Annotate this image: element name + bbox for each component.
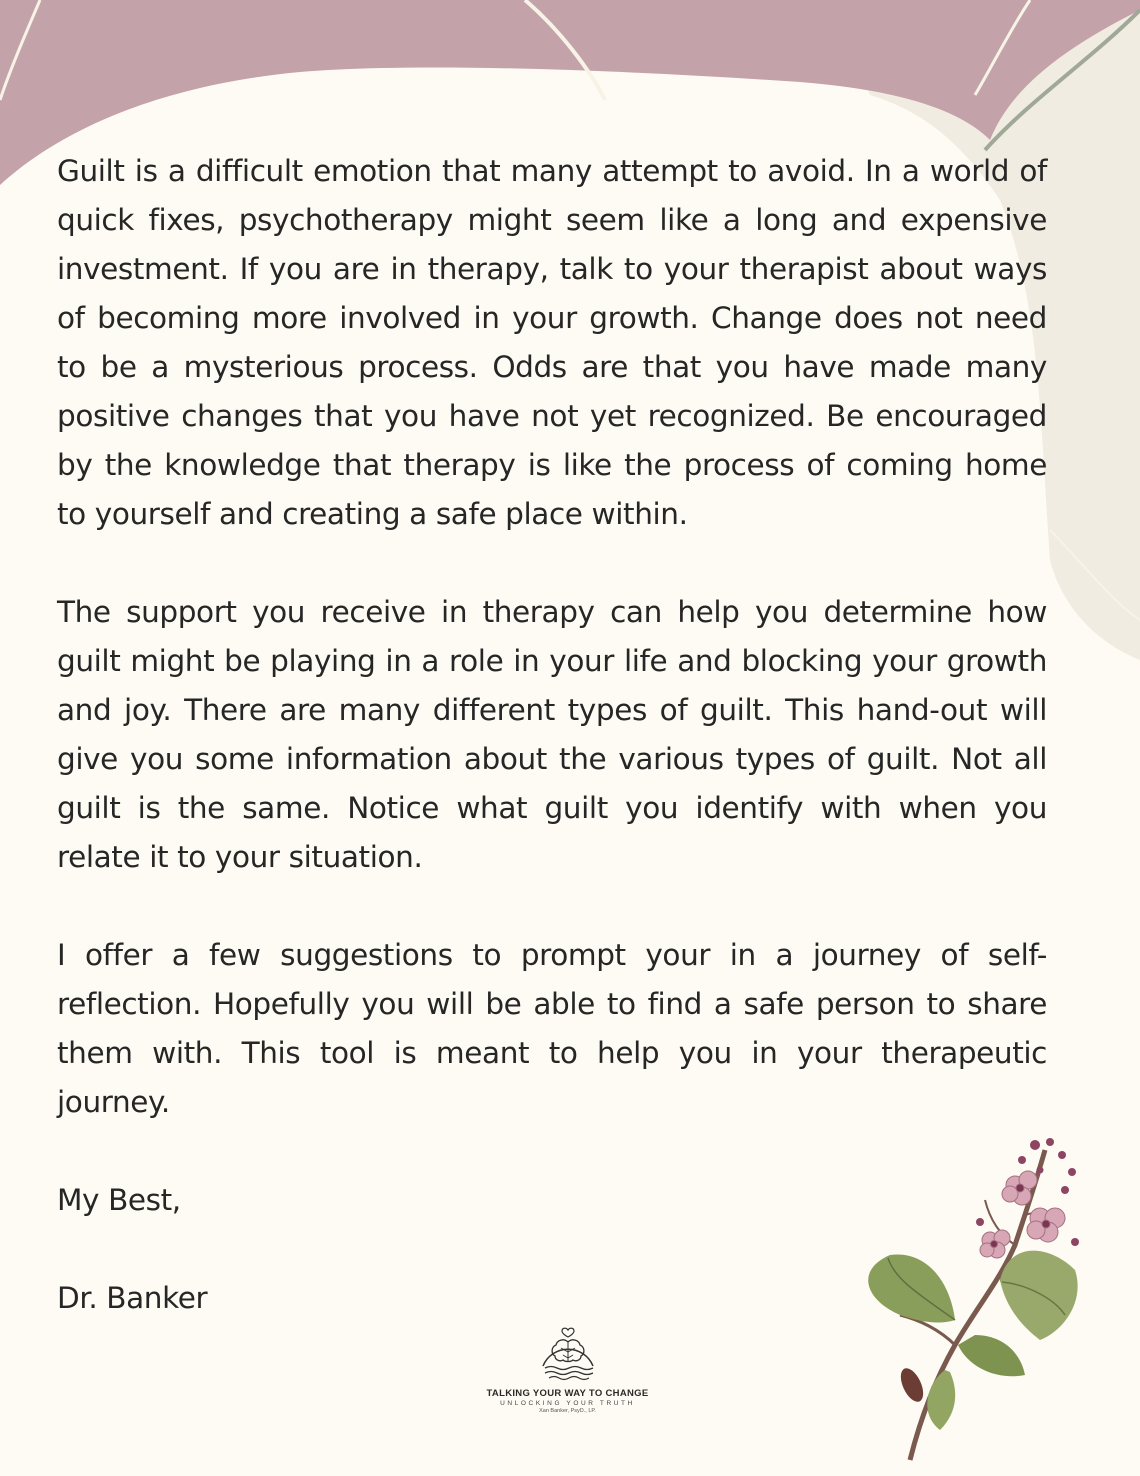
letter-body xyxy=(57,147,1047,1323)
paragraph-spacer xyxy=(57,539,1047,588)
paragraph-support: The support you receive in therapy can help you determine how guilt might be playing in a role in your life and blocking your growth and joy. There are many different types of guilt. This hand-out will give you some information about the various types of guilt. Not all guilt is the same. Notice what guilt you identify with when you relate it to your situation. xyxy=(57,595,1047,874)
logo-title: TALKING YOUR WAY TO CHANGE xyxy=(486,1388,649,1399)
logo-credentials: Xan Banker, PsyD., LP. xyxy=(539,1408,596,1414)
brand-logo xyxy=(480,1322,655,1422)
signature: Dr. Banker xyxy=(57,1281,208,1315)
paragraph-spacer xyxy=(57,1225,1047,1274)
paragraph-spacer xyxy=(57,882,1047,931)
paragraph-spacer xyxy=(57,1127,1047,1176)
paragraph-intro: Guilt is a difficult emotion that many attempt to avoid. In a world of quick fixes, psychotherapy might seem like a long and expensive investment. If you are in therapy, talk to your therapist about ways of becoming more involved in your growth. Change does not need to be a mysterious process. Odds are that you have made many positive changes that you have not yet recognized. Be encouraged by the knowledge that therapy is like the process of coming home to yourself and creating a safe place within. xyxy=(57,154,1047,531)
closing-line: My Best, xyxy=(57,1183,181,1217)
logo-tagline: UNLOCKING YOUR TRUTH xyxy=(500,1400,635,1407)
brain-heart-icon xyxy=(533,1322,603,1384)
paragraph-suggestions: I offer a few suggestions to prompt your in a journey of self-reflection. Hopefully you will be able to find a safe person to share them with. This tool is meant to help you in your therapeutic journey. xyxy=(57,938,1047,1119)
